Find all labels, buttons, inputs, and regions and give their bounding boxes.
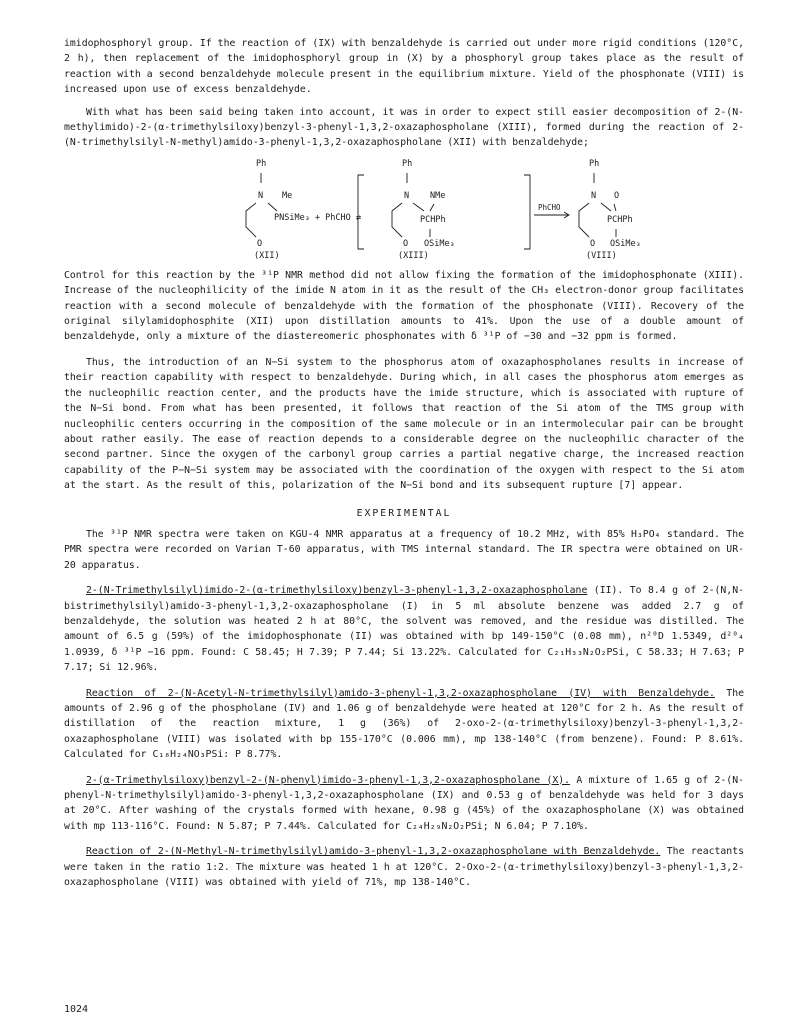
reaction-scheme (64, 153, 744, 261)
experimental-paragraph-2 (64, 583, 744, 675)
n-label-xii: N (258, 190, 264, 201)
experimental-paragraph-1: The ³¹P NMR spectra were taken on KGU-4 NMR apparatus at a frequency of 10.2 MHz, with 85% H₃PO₄ standard. The PMR spectra were recorded on Varian T-60 apparatus, with TMS internal standard. The IR spectra were obtained on UR-20 apparatus. (64, 528, 744, 571)
n-label-xiii: N (404, 190, 410, 201)
osime3-label-xiii: OSiMe₃ (424, 238, 455, 249)
phenyl-label-xii: Ph (256, 158, 267, 169)
compound-label-xii: (XII) (254, 250, 280, 261)
arrow-reagent-label: PhCHO (538, 202, 561, 212)
procedure-heading-ii: 2-(N-Trimethylsilyl)imido-2-(α-trimethylsiloxy)benzyl-3-phenyl-1,3,2-oxazaphospholane (86, 585, 588, 597)
experimental-paragraph-3 (64, 686, 744, 763)
compound-label-xiii: (XIII) (398, 250, 429, 261)
n-label-viii: N (591, 190, 597, 201)
procedure-heading-x: 2-(α-Trimethylsiloxy)benzyl-2-(N-phenyl)imido-3-phenyl-1,3,2-oxazaphospholane (X). (86, 774, 571, 786)
procedure-body-x: A mixture of 1.65 g of 2-(N-phenyl-N-trimethylsilyl)amido-3-phenyl-1,3,2-oxazaphospholane (IX) and 0.53 g of benzaldehyde was held for 3 days at 20°C. After washing of the crystals formed with hexane, 0.98 g (45%) of the oxazaphospholane (X) was obtained with mp 113-116°C. Found: N 5.87; P 7.44%. Calculated for C₂₄H₂₉N₂O₂PSi; N 6.04; P 7.10%. (64, 774, 744, 832)
procedure-body-iv: The amounts of 2.96 g of the phospholane (IV) and 1.06 g of benzaldehyde were heated at 120°C for 2 h. As the result of distillation of the reaction mixture, 1 g (36%) of 2-oxo-2-(α-trimethylsiloxy)benzyl-3-phenyl-1,3,2-oxazaphospholane (VIII) was isolated with bp 155-170°C (0.006 mm), mp 138-140°C (from benzene). Found: P 8.61%. Calculated for C₁₈H₂₄NO₃PSi: P 8.77%. (64, 687, 744, 761)
page-number: 1024 (64, 1004, 89, 1015)
pnsime3-phcho-label: PNSiMe₃ + PhCHO ⇄ (274, 212, 361, 223)
osime3-label-viii: OSiMe₃ (610, 238, 641, 249)
o-label-viii: O (590, 238, 596, 249)
section-title-experimental: EXPERIMENTAL (356, 507, 452, 519)
nme-label-xiii: NMe (430, 190, 446, 201)
pchph-label-viii: PCHPh (607, 214, 633, 225)
oxo-label-viii: O (614, 190, 620, 201)
procedure-heading-iv: Reaction of 2-(N-Acetyl-N-trimethylsilyl)amido-3-phenyl-1,3,2-oxazaphospholane (IV) with Benzaldehyde. (86, 687, 715, 699)
procedure-body-methyl: The reactants were taken in the ratio 1:2. The mixture was heated 1 h at 120°C. 2-Oxo-2-(α-trimethylsiloxy)benzyl-3-phenyl-1,3,2-oxazaphospholane (VIII) was obtained with yield of 71%, mp 138-140°C. (64, 846, 744, 889)
phenyl-label-viii: Ph (589, 158, 600, 169)
paragraph-4: Thus, the introduction of an N−Si system to the phosphorus atom of oxazaphospholanes results in increase of their reaction capability with respect to benzaldehyde. During which, in all cases the phosphorus atom emerges as the nucleophilic reaction center, and the products have the imide structure, which is associated with rupture of the N−Si bond. From what has been presented, it follows that reaction of the Si atom of the TMS group with nucleophilic centers occurring in the composition of the same molecule or in an intermolecular pair can be brought about rather easily. The ease of reaction depends to a considerable degree on the nucleophilic character of the second partner. Since the oxygen of the carbonyl group carries a partial negative charge, the increased reaction capability of the P−N−Si system may be associated with the coordination of the oxygen with respect to the Si atom at the start. As the result of this, polarization of the N−Si bond and its subsequent rupture [7] appear. (64, 356, 744, 492)
paragraph-1: imidophosphoryl group. If the reaction of (IX) with benzaldehyde is carried out under more rigid conditions (120°C, 2 h), then replacement of the imidophosphoryl group in (X) by a phosphoryl group takes place as the result of reaction with a second benzaldehyde molecule present in the equilibrium mixture. Yield of the phosphonate (VIII) is increased upon use of excess benzaldehyde. (64, 38, 744, 96)
o-label-xii: O (257, 238, 263, 249)
methyl-label-xii: Me (282, 190, 293, 201)
procedure-body-ii: (II). To 8.4 g of 2-(N,N-bistrimethylsilyl)amido-3-phenyl-1,3,2-oxazaphospholane (I) in 5 ml absolute benzene was added 2.7 g of benzaldehyde, the solution was heated 2 h at 80°C, the solvent was removed, and the residue was distilled. The amount of 6.5 g (59%) of the imidophosphonate (II) was obtained with bp 149-150°C (0.08 mm), n²⁰D 1.5349, d²⁰₄ 1.0939, δ ³¹P −16 ppm. Found: C 58.45; H 7.39; P 7.44; Si 13.22%. Calculated for C₂₁H₃₃N₂O₂PSi, C 58.33; H 7.63; P 7.17; Si 12.96%. (64, 585, 744, 674)
procedure-heading-methyl: Reaction of 2-(N-Methyl-N-trimethylsilyl)amido-3-phenyl-1,3,2-oxazaphospholane with Benzaldehyde. (86, 846, 661, 858)
pchph-label-xiii: PCHPh (420, 214, 446, 225)
paper-page (64, 36, 744, 890)
paragraph-2: With what has been said being taken into account, it was in order to expect still easier decomposition of 2-(N-methylimido)-2-(α-trimethylsiloxy)benzyl-3-phenyl-1,3,2-oxazaphospholane (XIII), formed during the reaction of 2-(N-trimethylsilyl-N-methyl)amido-3-phenyl-1,3,2-oxazaphospholane (XII) with benzaldehyde; (64, 106, 744, 149)
compound-label-viii: (VIII) (586, 250, 617, 261)
o-label-xiii: O (403, 238, 409, 249)
phenyl-label-xiii: Ph (402, 158, 413, 169)
paragraph-3: Control for this reaction by the ³¹P NMR method did not allow fixing the formation of the imidophosphonate (XIII). Increase of the nucleophilicity of the imide N atom in it as the result of the CH₃ electron-donor group facilitates reaction with a second molecule of benzaldehyde with the formation of the phosphonate (VIII). Recovery of the original silylamidophosphite (XII) upon distillation amounts to 41%. Upon the use of a double amount of benzaldehyde, only a mixture of the diastereomeric phosphonates with δ ³¹P of −30 and −32 ppm is formed. (64, 269, 744, 343)
experimental-paragraph-5 (64, 844, 744, 890)
experimental-paragraph-4 (64, 773, 744, 835)
